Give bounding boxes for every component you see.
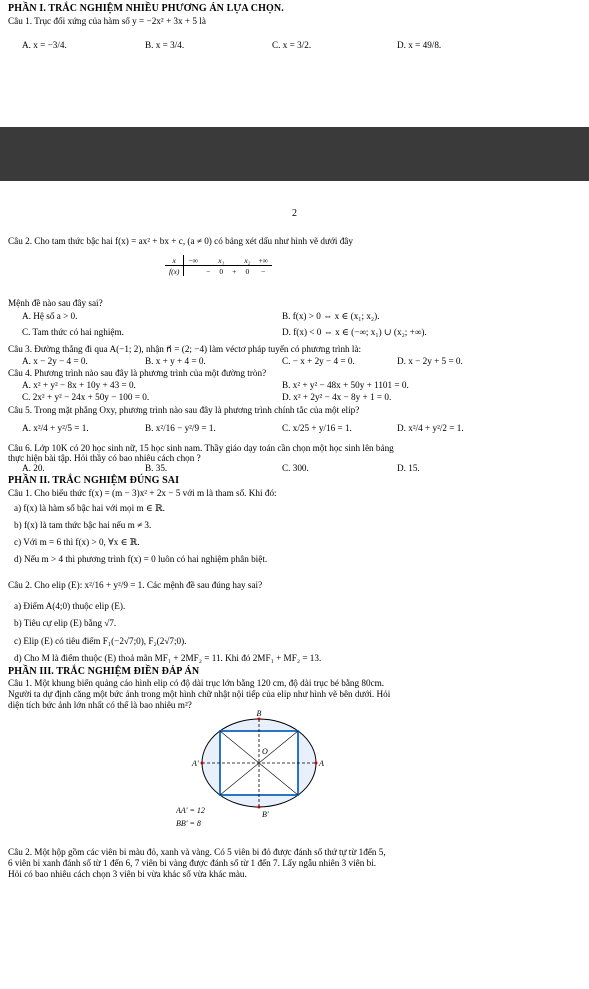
figure-label-b-prime: B' <box>262 810 269 819</box>
q3-option-b: B. x + y + 4 = 0. <box>145 356 206 366</box>
part3-q2-line-2: 6 viên bi xanh đánh số từ 1 đến 6, 7 viên bi vàng được đánh số từ 1 đến 7. Lấy ngẫu nhiên 3 viên bi. <box>8 858 377 868</box>
q4-option-c: C. 2x² + y² − 24x + 50y − 100 = 0. <box>22 392 150 402</box>
figure-label-o: O <box>262 747 268 756</box>
sign-table-cell: −∞ <box>184 255 202 266</box>
part1-heading: PHẦN I. TRẮC NGHIỆM NHIỀU PHƯƠNG ÁN LỰA CHỌN. <box>8 3 284 14</box>
page-1 <box>0 0 589 120</box>
q1-option-b: B. x = 3/4. <box>145 40 185 50</box>
q6-option-b: B. 35. <box>145 463 168 473</box>
sign-table-cell: 0 <box>219 266 224 276</box>
part3-q1-line-2: Người ta dự định căng một bức ảnh trong một hình chữ nhật nội tiếp của elip như hình vẽ bên dưới. Hỏi <box>8 689 391 699</box>
sign-table-cell: − <box>261 266 266 276</box>
q6-option-c: C. 300. <box>282 463 309 473</box>
page-number: 2 <box>292 208 297 219</box>
sign-table-cell: x₁ <box>214 255 228 266</box>
q2-option-c: C. Tam thức có hai nghiệm. <box>22 327 124 337</box>
figure-label-b: B <box>256 709 262 718</box>
question-1-stem: Câu 1. Trục đối xứng của hàm số y = −2x² + 3x + 5 là <box>8 16 206 26</box>
part2-q1-stem: Câu 1. Cho biểu thức f(x) = (m − 3)x² + 2x − 5 với m là tham số. Khi đó: <box>8 488 277 498</box>
part2-q1-statement-c: c) Với m = 6 thì f(x) > 0, ∀x ∈ ℝ. <box>14 537 140 547</box>
question-6-line-1: Câu 6. Lớp 10K có 20 học sinh nữ, 15 học sinh nam. Thầy giáo dạy toán cần chọn một học sinh lên bảng <box>8 443 394 453</box>
sign-table-x-label: x <box>165 255 184 266</box>
q3-option-c: C. − x + 2y − 4 = 0. <box>282 356 355 366</box>
part2-q1-statement-d: d) Nếu m > 4 thì phương trình f(x) = 0 luôn có hai nghiệm phân biệt. <box>14 554 268 564</box>
part2-q2-statement-c: c) Elip (E) có tiêu điểm F₁(−2√7;0), F₂(2√7;0). <box>14 636 187 646</box>
q5-option-d: D. x²/4 + y²/2 = 1. <box>397 423 464 433</box>
q5-option-a: A. x²/4 + y²/5 = 1. <box>22 423 89 433</box>
q2-option-d: D. f(x) < 0 ⇔ x ∈ (−∞; x₁) ∪ (x₂; +∞). <box>282 327 427 337</box>
q1-option-a: A. x = −3/4. <box>22 40 67 50</box>
q5-option-b: B. x²/16 − y²/9 = 1. <box>145 423 216 433</box>
q6-option-a: A. 20. <box>22 463 45 473</box>
q2-option-a: A. Hệ số a > 0. <box>22 311 78 321</box>
sign-table-cell: + <box>232 266 237 276</box>
sign-table-cell: − <box>206 266 211 276</box>
q1-option-d: D. x = 49/8. <box>397 40 442 50</box>
q2-option-b: B. f(x) > 0 ⇔ x ∈ (x₁; x₂). <box>282 311 380 321</box>
q5-option-c: C. x/25 + y/16 = 1. <box>282 423 352 433</box>
part3-heading: PHẦN III. TRẮC NGHIỆM ĐIỀN ĐÁP ÁN <box>8 666 200 677</box>
q3-option-d: D. x − 2y + 5 = 0. <box>397 356 463 366</box>
question-4-stem: Câu 4. Phương trình nào sau đây là phương trình của một đường tròn? <box>8 368 267 378</box>
part2-q2-statement-b: b) Tiêu cự elip (E) bằng √7. <box>14 618 117 628</box>
q4-option-a: A. x² + y² − 8x + 10y + 43 = 0. <box>22 380 136 390</box>
sign-table-cell: +∞ <box>254 255 272 266</box>
q4-option-b: B. x² + y² − 48x + 50y + 1101 = 0. <box>282 380 409 390</box>
part2-heading: PHẦN II. TRẮC NGHIỆM ĐÚNG SAI <box>8 475 180 486</box>
question-3-stem: Câu 3. Đường thẳng đi qua A(−1; 2), nhận n⃗ = (2; −4) làm véctơ pháp tuyến có phương trình là: <box>8 344 362 354</box>
page-separator <box>0 127 589 181</box>
question-5-stem: Câu 5. Trong mặt phẳng Oxy, phương trình nào sau đây là phương trình chính tắc của một elip? <box>8 405 360 415</box>
q3-option-a: A. x − 2y − 4 = 0. <box>22 356 88 366</box>
page-2 <box>0 181 589 989</box>
ellipse-figure <box>176 709 326 833</box>
figure-aa-length: AA' = 12 <box>176 806 205 815</box>
sign-table <box>165 255 272 276</box>
q1-option-c: C. x = 3/2. <box>272 40 312 50</box>
part3-q1-line-1: Câu 1. Một khung biển quảng cáo hình elip có độ dài trục lớn bằng 120 cm, độ dài trục bé bằng 80cm. <box>8 678 385 688</box>
part2-q1-statement-a: a) f(x) là hàm số bậc hai với mọi m ∈ ℝ. <box>14 503 165 513</box>
part2-q1-statement-b: b) f(x) là tam thức bậc hai nếu m ≠ 3. <box>14 520 152 530</box>
sign-table-fx-label: f(x) <box>165 266 184 277</box>
part3-q2-line-3: Hỏi có bao nhiêu cách chọn 3 viên bi vừa khác số vừa khác màu. <box>8 869 247 879</box>
sign-table-cell: x₂ <box>240 255 254 266</box>
q6-option-d: D. 15. <box>397 463 420 473</box>
part3-q2-line-1: Câu 2. Một hộp gồm các viên bi màu đỏ, xanh và vàng. Có 5 viên bi đỏ được đánh số thứ tự từ 1đến 5, <box>8 847 386 857</box>
q2-prompt: Mệnh đề nào sau đây sai? <box>8 298 103 308</box>
part2-q2-statement-a: a) Điểm A(4;0) thuộc elip (E). <box>14 601 126 611</box>
figure-label-a: A <box>319 759 324 768</box>
part2-q2-statement-d: d) Cho M là điểm thuộc (E) thoả mãn MF₁ + 2MF₂ = 11. Khi đó 2MF₁ + MF₂ = 13. <box>14 653 322 663</box>
figure-bb-length: BB' = 8 <box>176 819 201 828</box>
figure-label-a-prime: A' <box>192 759 199 768</box>
part2-q2-stem: Câu 2. Cho elip (E): x²/16 + y²/9 = 1. Các mệnh đề sau đúng hay sai? <box>8 580 263 590</box>
part3-q1-line-3: diện tích bức ảnh lớn nhất có thể là bao nhiêu m²? <box>8 700 192 710</box>
question-6-line-2: thực hiện bài tập. Hỏi thầy có bao nhiêu cách chọn ? <box>8 453 201 463</box>
question-2-stem: Câu 2. Cho tam thức bậc hai f(x) = ax² + bx + c, (a ≠ 0) có bảng xét dấu như hình vẽ dưới đây <box>8 236 353 246</box>
sign-table-cell: 0 <box>245 266 250 276</box>
q4-option-d: D. x² + 2y² − 4x − 8y + 1 = 0. <box>282 392 392 402</box>
